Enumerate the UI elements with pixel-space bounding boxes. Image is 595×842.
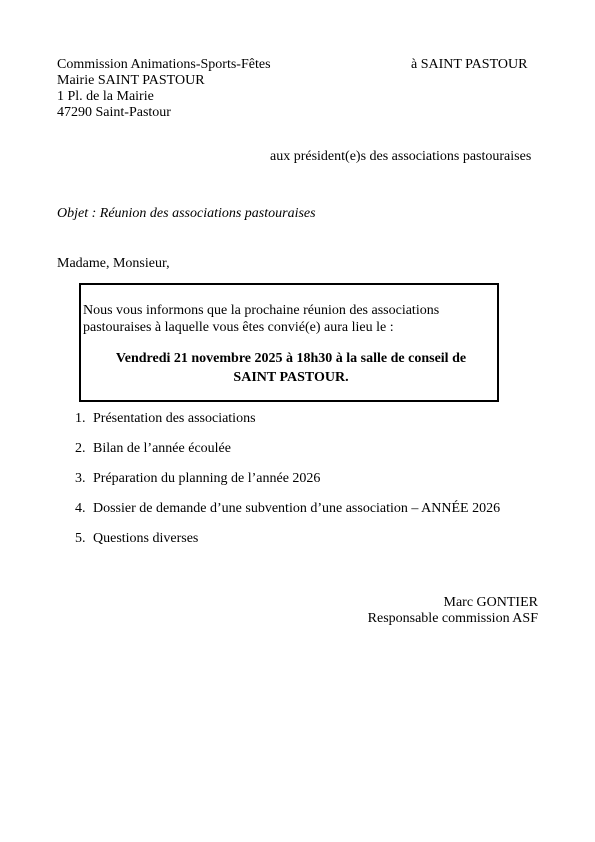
agenda-item-text: Présentation des associations (93, 411, 256, 426)
agenda-item (75, 501, 500, 531)
agenda-item-text: Préparation du planning de l’année 2026 (93, 471, 321, 486)
meeting-date-location (81, 349, 501, 387)
agenda-item-number: 1. (75, 411, 86, 426)
meeting-date-line-1: Vendredi 21 novembre 2025 à 18h30 à la salle de conseil de (115, 351, 467, 366)
meeting-notice-box (79, 283, 499, 402)
letter-place: à SAINT PASTOUR (411, 57, 528, 72)
letter-greeting: Madame, Monsieur, (57, 256, 170, 271)
signatory-name: Marc GONTIER (443, 595, 538, 610)
agenda-item-number: 3. (75, 471, 86, 486)
sender-address (57, 57, 271, 121)
agenda-item-text: Dossier de demande d’une subvention d’une association – ANNÉE 2026 (93, 501, 501, 516)
notice-intro-line-2: pastouraises à laquelle vous êtes convié(e) aura lieu le : (83, 320, 394, 335)
agenda-item (75, 531, 500, 561)
agenda-item (75, 471, 500, 501)
agenda-item-number: 2. (75, 441, 86, 456)
recipient-line: aux président(e)s des associations pastouraises (270, 149, 532, 164)
signatory-title: Responsable commission ASF (367, 611, 538, 626)
signature-block (368, 595, 538, 627)
sender-town-hall: Mairie SAINT PASTOUR (57, 73, 205, 88)
agenda-item (75, 441, 500, 471)
agenda-item-number: 4. (75, 501, 86, 516)
agenda-item-text: Bilan de l’année écoulée (93, 441, 231, 456)
meeting-date-line-2: SAINT PASTOUR. (233, 370, 349, 385)
letter-subject: Objet : Réunion des associations pastouraises (57, 206, 316, 221)
notice-intro (83, 302, 493, 336)
sender-street: 1 Pl. de la Mairie (57, 89, 154, 104)
agenda-item (75, 411, 500, 441)
agenda-item-text: Questions diverses (93, 531, 199, 546)
sender-organization: Commission Animations-Sports-Fêtes (57, 57, 271, 72)
sender-postal-city: 47290 Saint-Pastour (57, 105, 171, 120)
agenda-list (75, 411, 500, 561)
agenda-item-number: 5. (75, 531, 86, 546)
notice-intro-line-1: Nous vous informons que la prochaine réunion des associations (83, 303, 440, 318)
